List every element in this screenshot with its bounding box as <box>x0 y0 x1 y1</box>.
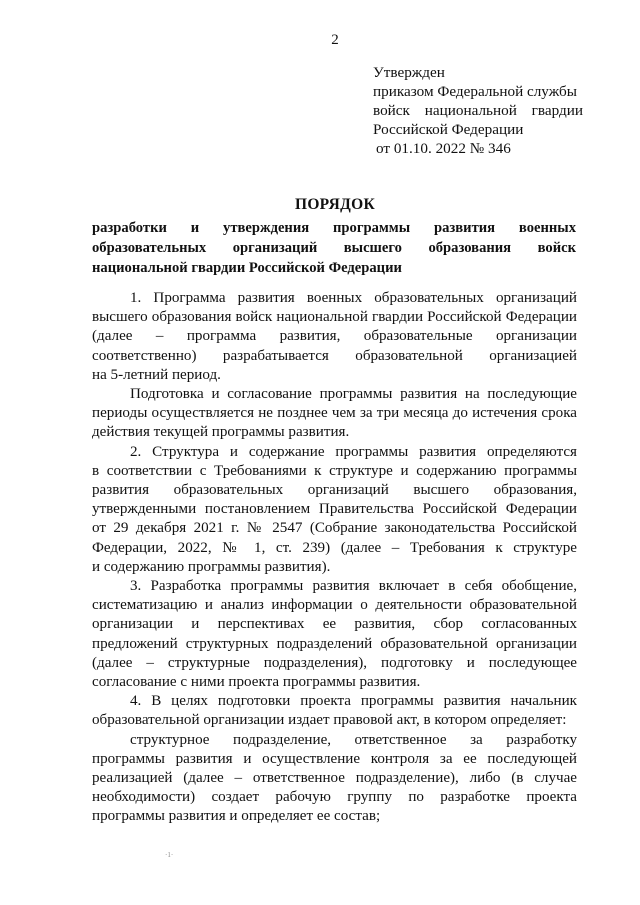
body-line: систематизацию и анализ информации о деятельности образовательной <box>92 597 577 614</box>
body-line: в соответствии с Требованиями к структуре и содержанию программы <box>92 462 577 479</box>
approval-line: Российской Федерации <box>373 121 524 138</box>
body-line: развития образовательных организаций высшего образования, <box>92 482 577 499</box>
body-line: программы развития и определяет ее состав; <box>92 808 381 825</box>
subtitle-line: национальной гвардии Российской Федерации <box>92 260 402 276</box>
body-line: необходимости) создает рабочую группу по разработке проекта <box>92 789 577 806</box>
body-line: соответственно) разрабатывается образовательной организацией <box>92 347 577 364</box>
document-title: ПОРЯДОК <box>294 196 376 213</box>
body-line: и содержанию программы развития). <box>92 558 331 575</box>
document-body <box>92 289 577 827</box>
page-number: 2 <box>331 32 339 48</box>
document-subtitle <box>92 218 576 278</box>
body-line: 2. Структура и содержание программы развития определяются <box>130 443 577 460</box>
body-line: Федерации, 2022, № 1, ст. 239) (далее – Требования к структуре <box>92 539 577 556</box>
body-line: (далее – программа развития, образовательные организации <box>92 328 577 345</box>
body-line: утвержденными постановлением Правительства Российской Федерации <box>92 501 577 518</box>
body-line: организации и перспективах ее развития, сбор согласованных <box>92 616 577 633</box>
approval-line: Утвержден <box>373 64 445 81</box>
body-line: 3. Разработка программы развития включает в себя обобщение, <box>130 578 577 595</box>
scan-mark: ·1· <box>165 851 174 859</box>
body-line: программы развития и осуществление контроля за ее последующей <box>92 750 577 767</box>
approval-line: приказом Федеральной службы <box>373 83 577 100</box>
body-line: образовательной организации издает правовой акт, в котором определяет: <box>92 712 567 729</box>
approval-date: от 01.10. 2022 № 346 <box>376 140 511 157</box>
approval-line: войск национальной гвардии <box>373 102 583 119</box>
body-line: высшего образования войск национальной гвардии Российской Федерации <box>92 309 577 326</box>
body-line: структурное подразделение, ответственное за разработку <box>130 731 577 748</box>
body-line: (далее – структурные подразделения), подготовку и последующее <box>92 654 577 671</box>
body-line: на 5-летний период. <box>92 366 221 383</box>
approval-stamp <box>373 63 583 158</box>
body-line: 1. Программа развития военных образовательных организаций <box>130 290 577 306</box>
subtitle-line: разработки и утверждения программы развития военных <box>92 220 576 236</box>
body-line: Подготовка и согласование программы развития на последующие <box>130 386 577 403</box>
body-line: периоды осуществляется не позднее чем за три месяца до истечения срока <box>92 405 577 422</box>
body-line: реализацией (далее – ответственное подразделение), либо (в случае <box>92 770 577 787</box>
body-line: от 29 декабря 2021 г. № 2547 (Собрание законодательства Российской <box>92 520 577 537</box>
subtitle-line: образовательных организаций высшего образования войск <box>92 240 576 256</box>
body-line: 4. В целях подготовки проекта программы развития начальник <box>130 693 577 710</box>
body-line: действия текущей программы развития. <box>92 424 350 441</box>
body-line: предложений структурных подразделений образовательной организации <box>92 635 577 652</box>
body-line: согласование с ними проекта программы развития. <box>92 674 421 691</box>
